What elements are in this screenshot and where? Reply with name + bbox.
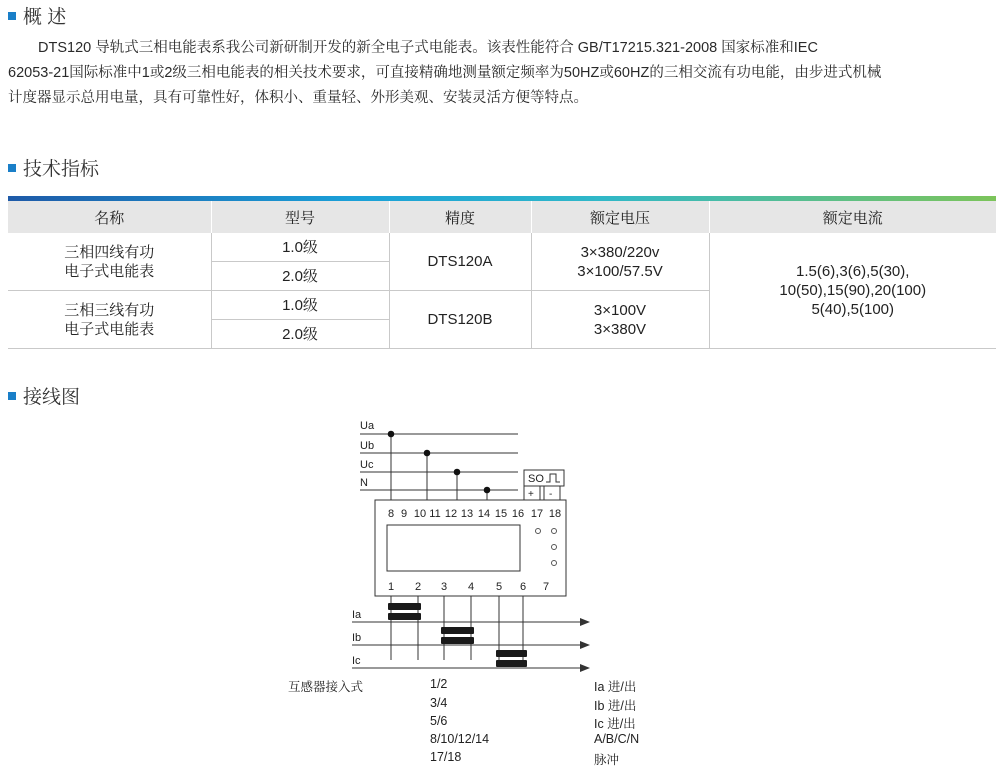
arrow-right-icon [580,618,590,626]
terminal-7: 7 [542,581,550,593]
pulse-icon [546,474,560,482]
model-cell: DTS120B [389,291,531,349]
note-right-5: 脉冲 [594,753,620,767]
product-name-line: 三相三线有功 [64,301,155,319]
note-left-3: 5/6 [430,714,448,728]
overview-title: 概 述 [23,7,67,28]
note-right-3: Ic 进/出 [594,717,636,731]
specs-title: 技术指标 [23,159,100,180]
bus-label-ua: Ua [360,420,375,432]
overview-line-3: 计度器显示总用电量，具有可靠性好，体积小、重量轻、外形美观、安装灵活方便等特点。 [8,90,588,106]
note-left-1: 1/2 [430,677,448,691]
junction-dot [484,487,491,494]
current-label-ib: Ib [352,632,362,644]
method-title: 互感器接入式 [288,680,364,694]
voltage-line: 3×380V [593,320,647,338]
header-voltage: 额定电压 [531,201,709,233]
note-left-2: 3/4 [430,696,448,710]
ct-ia-upper [388,603,421,610]
junction-dot [454,469,461,476]
terminal-3: 3 [440,581,448,593]
header-current: 额定电流 [709,201,996,233]
terminal-16: 16 [511,508,525,520]
overview-line-1: DTS120 导轨式三相电能表系我公司新研制开发的新全电子式电能表。该表性能符合 GB/T17215.321-2008 国家标准和IEC [38,40,818,56]
ct-ib-upper [441,627,474,634]
voltage-line: 3×100V [593,301,647,319]
terminal-6: 6 [519,581,527,593]
ct-ib-lower [441,637,474,644]
terminal-1: 1 [387,581,395,593]
note-right-4: A/B/C/N [594,732,640,746]
terminal-12: 12 [444,508,458,520]
bus-label-n: N [360,477,368,489]
so-label: SO [528,473,544,485]
class-cell: 2.0级 [211,262,389,291]
model-cell: DTS120A [389,233,531,291]
terminal-5: 5 [495,581,503,593]
ct-ia-lower [388,613,421,620]
ct-ic-lower [496,660,527,667]
terminal-2: 2 [414,581,422,593]
voltage-line: 3×380/220v [580,243,660,261]
current-line: 10(50),15(90),20(100) [779,282,927,299]
terminal-9: 9 [400,508,408,520]
junction-dot [424,450,431,457]
current-line: 5(40),5(100) [811,301,895,318]
class-cell: 1.0级 [211,291,389,320]
arrow-right-icon [580,641,590,649]
note-right-2: Ib 进/出 [594,699,637,713]
terminal-18: 18 [548,508,562,520]
terminal-14: 14 [477,508,491,520]
product-name-line: 三相四线有功 [64,243,155,261]
header-type: 型号 [211,201,389,233]
class-cell: 1.0级 [211,233,389,262]
terminal-13: 13 [460,508,474,520]
product-name-line: 电子式电能表 [64,320,155,338]
ct-ic-upper [496,650,527,657]
so-plus: + [528,489,534,500]
meter-display [387,525,520,571]
so-minus: - [549,489,553,500]
junction-dot [388,431,395,438]
note-right-1: Ia 进/出 [594,680,637,694]
overview-line-2: 62053-21国际标准中1或2级三相电能表的相关技术要求，可直接精确地测量额定频率为50HZ或60HZ的三相交流有功电能，由步进式机械 [8,65,882,81]
note-left-5: 17/18 [430,750,462,764]
voltage-line: 3×100/57.5V [577,262,663,280]
terminal-8: 8 [387,508,395,520]
wiring-title: 接线图 [23,387,81,408]
arrow-right-icon [580,664,590,672]
current-label-ic: Ic [352,655,361,667]
product-name-line: 电子式电能表 [64,262,155,280]
terminal-10: 10 [413,508,427,520]
bus-label-uc: Uc [360,459,374,471]
terminal-11: 11 [429,508,441,520]
bus-label-ub: Ub [360,440,375,452]
header-name: 名称 [8,201,211,233]
current-label-ia: Ia [352,609,362,621]
terminal-15: 15 [494,508,508,520]
header-accuracy: 精度 [389,201,531,233]
class-cell: 2.0级 [211,320,389,349]
note-left-4: 8/10/12/14 [430,732,490,746]
terminal-4: 4 [467,581,475,593]
terminal-17: 17 [530,508,544,520]
current-line: 1.5(6),3(6),5(30), [796,263,910,280]
